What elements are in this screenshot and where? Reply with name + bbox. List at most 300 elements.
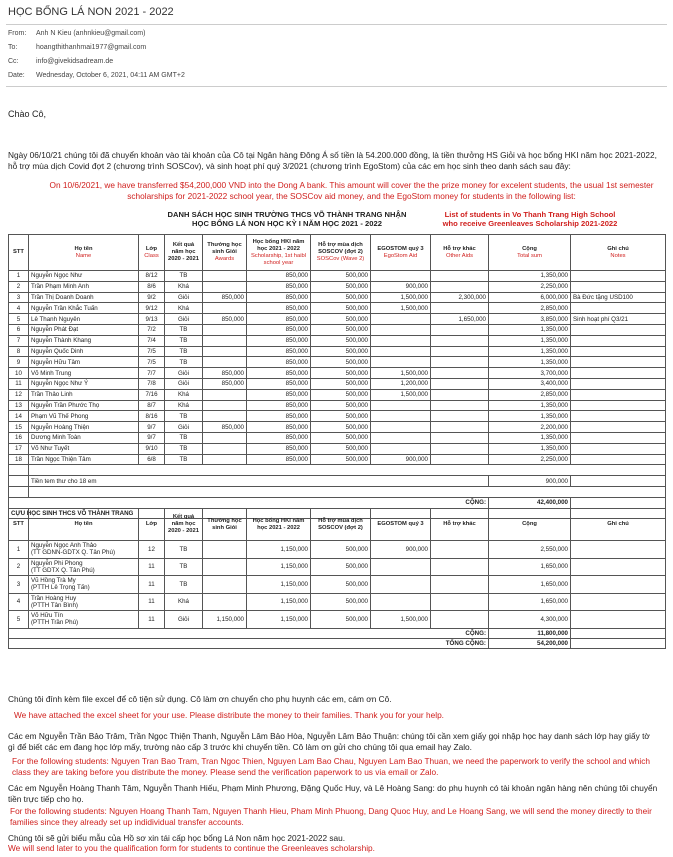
table-cell	[371, 558, 431, 576]
column-header-label: Họ tên	[74, 245, 93, 252]
table-cell	[431, 357, 489, 368]
table-cell: 2,250,000	[489, 454, 571, 465]
list-title-en-line1: List of students in Vo Thanh Trang High School	[444, 210, 616, 219]
table-cell	[203, 271, 247, 282]
column-header-label-en: Scholarship, 1st haibl school year	[250, 252, 307, 266]
table-cell: Nguyễn Trần Khắc Tuấn	[29, 303, 139, 314]
table-cell: 1,500,000	[371, 368, 431, 379]
table-cell	[571, 422, 666, 433]
table-cell	[431, 558, 489, 576]
table-cell	[203, 335, 247, 346]
paragraph-vi: Các em Nguyễn Hoàng Thanh Tâm, Nguyễn Thanh Hiếu, Phạm Minh Phương, Đặng Quốc Huy, và Lê Hoàng Sang: do phụ huynh có tài khoản ngân hàng nên chúng tôi chuyển tiền trực tiếp cho họ.	[8, 783, 658, 804]
table-cell: 11	[139, 611, 165, 629]
table-cell: TB	[165, 541, 203, 559]
table-cell: TB	[165, 271, 203, 282]
table-cell	[371, 357, 431, 368]
table-cell: 500,000	[311, 357, 371, 368]
table-cell: 850,000	[203, 314, 247, 325]
table-cell	[371, 335, 431, 346]
table-cell: 850,000	[247, 411, 311, 422]
table-cell	[571, 558, 666, 576]
table-cell	[571, 378, 666, 389]
student-school: (PTTH Trần Phú)	[31, 619, 79, 627]
table-cell	[371, 432, 431, 443]
table-cell: 4	[9, 593, 29, 611]
table-cell: 1,650,000	[489, 593, 571, 611]
stamp-value: 900,000	[489, 476, 571, 487]
table-cell: 850,000	[247, 292, 311, 303]
table-row	[9, 422, 666, 433]
divider	[6, 86, 667, 87]
table-cell: TB	[165, 558, 203, 576]
table-cell: 500,000	[311, 593, 371, 611]
table-cell: 2,850,000	[489, 303, 571, 314]
column-header	[571, 235, 666, 271]
table-cell: 850,000	[203, 422, 247, 433]
column-header	[489, 235, 571, 271]
table-cell	[571, 411, 666, 422]
table-row	[9, 454, 666, 465]
table-cell: 12	[139, 541, 165, 559]
column-header-label: EGOSTOM quý 3	[377, 245, 424, 252]
column-header: Kết quả năm học 2020 - 2021	[165, 509, 203, 541]
table-cell: 10	[9, 368, 29, 379]
table-cell: TB	[165, 346, 203, 357]
to-label: To:	[8, 44, 18, 51]
table-cell: TB	[165, 411, 203, 422]
column-header	[139, 235, 165, 271]
table-cell	[371, 422, 431, 433]
table-cell: Nguyễn Quốc Dinh	[29, 346, 139, 357]
table-cell	[371, 443, 431, 454]
table-cell	[571, 541, 666, 559]
table-cell	[29, 593, 139, 611]
from-label: From:	[8, 30, 27, 37]
table-cell	[29, 576, 139, 594]
date-label: Date:	[8, 72, 25, 79]
table-cell: 2,250,000	[489, 281, 571, 292]
table-cell: Dương Minh Toàn	[29, 432, 139, 443]
table-cell: 500,000	[311, 422, 371, 433]
paragraph-en: We have attached the excel sheet for your use. Please distribute the money to their families. Thank you for your help.	[14, 710, 444, 720]
table-row	[9, 558, 666, 576]
to-value[interactable]: hoangthithanhmai1977@gmail.com	[36, 44, 147, 51]
column-header-label-en: Total sum	[517, 252, 542, 259]
table-cell	[203, 357, 247, 368]
table-cell: 500,000	[311, 454, 371, 465]
table-cell	[203, 281, 247, 292]
table-cell	[431, 378, 489, 389]
table-cell: TB	[165, 454, 203, 465]
table-cell: Nguyễn Trần Phước Thọ	[29, 400, 139, 411]
table-cell	[203, 411, 247, 422]
table-cell: 11	[139, 558, 165, 576]
table-cell	[203, 324, 247, 335]
table-row	[9, 368, 666, 379]
table-cell: 1,150,000	[247, 558, 311, 576]
table-cell: Giỏi	[165, 378, 203, 389]
table-cell: 7/16	[139, 389, 165, 400]
table-cell: 15	[9, 422, 29, 433]
table-row	[9, 314, 666, 325]
table-cell: Giỏi	[165, 368, 203, 379]
table-cell	[431, 271, 489, 282]
column-header-label-en: SOSCov (Wave 2)	[316, 256, 365, 262]
column-header: Họ tên	[29, 509, 139, 541]
table-cell: TB	[165, 443, 203, 454]
table-cell: 7/4	[139, 335, 165, 346]
table-cell: TB	[165, 432, 203, 443]
table-cell	[571, 400, 666, 411]
table-cell	[203, 558, 247, 576]
table-cell	[431, 324, 489, 335]
table-cell: 1,500,000	[371, 292, 431, 303]
table-cell: Giỏi	[165, 314, 203, 325]
table-cell	[571, 368, 666, 379]
paragraph-vi: Chúng tôi đính kèm file excel để cô tiện sử dụng. Cô làm ơn chuyển cho phụ huynh các em, cám ơn Cô.	[8, 694, 392, 704]
table-cell: 8/16	[139, 411, 165, 422]
greeting: Chào Cô,	[8, 109, 47, 119]
table-cell	[203, 400, 247, 411]
table-cell	[571, 443, 666, 454]
column-header	[371, 235, 431, 271]
table-row	[9, 411, 666, 422]
table-cell	[203, 389, 247, 400]
table-cell: 2	[9, 281, 29, 292]
table-row	[9, 346, 666, 357]
table-cell	[203, 576, 247, 594]
list-title-line1: DANH SÁCH HỌC SINH TRƯỜNG THCS VÕ THÀNH TRANG NHẬN	[167, 210, 407, 219]
table-cell: 7/8	[139, 378, 165, 389]
table-row	[9, 324, 666, 335]
table-cell: 850,000	[247, 389, 311, 400]
table-cell: 500,000	[311, 346, 371, 357]
cc-value[interactable]: info@givekidsadream.de	[36, 58, 114, 65]
table-cell: 9	[9, 357, 29, 368]
grand-total-row	[9, 638, 666, 648]
table-cell: 500,000	[311, 443, 371, 454]
table-cell	[571, 389, 666, 400]
column-header: Học bổng HKI năm học 2021 - 2022	[247, 509, 311, 541]
table-cell: 1,650,000	[489, 558, 571, 576]
paragraph-en: For the following students: Nguyen Hoang Thanh Tam, Nguyen Thanh Hieu, Pham Minh Phuong, Dang Quoc Huy, and Le Hoang Sang, we will send the money directly to their families since they already set up indidividual transfer accounts.	[10, 806, 652, 827]
table-cell: 4	[9, 303, 29, 314]
column-header	[431, 235, 489, 271]
table-cell	[431, 400, 489, 411]
table-cell: 1	[9, 271, 29, 282]
table-cell: 850,000	[247, 378, 311, 389]
column-header	[29, 235, 139, 271]
table-cell: 18	[9, 454, 29, 465]
table-cell	[571, 303, 666, 314]
paragraph-vi: Chúng tôi sẽ gửi biểu mẫu của Hồ sơ xin tái cấp học bổng Lá Non năm học 2021-2022 sau.	[8, 833, 346, 843]
table-cell: Khá	[165, 389, 203, 400]
section-title: CỰU HỌC SINH THCS VÕ THÀNH TRANG	[9, 508, 666, 519]
table-cell	[431, 389, 489, 400]
table-cell	[431, 593, 489, 611]
table-cell: Khá	[165, 303, 203, 314]
table-cell: 7/5	[139, 346, 165, 357]
table-row	[9, 357, 666, 368]
table-cell: 850,000	[203, 378, 247, 389]
table-cell: 850,000	[247, 432, 311, 443]
table-cell: 11	[9, 378, 29, 389]
table-cell	[29, 541, 139, 559]
paragraph-en: On 10/6/2021, we have transferred $54,200,000 VND into the Dong A bank. This amount will cover the the prize money for excelent students, the usual 1st semester scholarships for 2021-2022 school year, the SOSCov aid money, and the EgoStom money for students in the following list:	[49, 180, 654, 201]
table-cell	[571, 346, 666, 357]
column-header-label: Lớp	[145, 245, 158, 252]
column-header: Lớp	[139, 509, 165, 541]
table-header-row	[9, 509, 666, 541]
table-cell	[371, 346, 431, 357]
table-cell: 6,000,000	[489, 292, 571, 303]
table-cell: 1,350,000	[489, 400, 571, 411]
table-cell: 1,350,000	[489, 443, 571, 454]
column-header-label: STT	[13, 249, 24, 255]
table-cell: Giỏi	[165, 292, 203, 303]
table-cell	[431, 368, 489, 379]
list-title-en-line2: who receive Greenleaves Scholarship 2021-2022	[442, 219, 618, 228]
table-cell	[431, 281, 489, 292]
table-cell: 3,700,000	[489, 368, 571, 379]
table-cell	[29, 611, 139, 629]
table-cell: Giỏi	[165, 422, 203, 433]
table-cell: 2	[9, 558, 29, 576]
table-cell: 500,000	[311, 271, 371, 282]
table-row	[9, 486, 666, 497]
table-cell: 850,000	[203, 368, 247, 379]
table-cell: 8/6	[139, 281, 165, 292]
table-cell: TB	[165, 335, 203, 346]
total-value: 42,400,000	[489, 497, 571, 508]
table-row	[9, 281, 666, 292]
table-cell: 500,000	[311, 303, 371, 314]
student-school: (TT GDTX Q. Tân Phú)	[31, 566, 95, 574]
table-cell	[371, 593, 431, 611]
student-school: (PTTH Tân Bình)	[31, 601, 78, 609]
table-cell: 14	[9, 411, 29, 422]
table-cell: 1,150,000	[247, 576, 311, 594]
column-header-label-en: Class	[144, 252, 159, 259]
table-cell: 850,000	[247, 281, 311, 292]
grand-total-value: 54,200,000	[489, 638, 571, 648]
table-cell: 850,000	[247, 346, 311, 357]
table-cell: 1,350,000	[489, 411, 571, 422]
table-cell: 500,000	[311, 368, 371, 379]
table-cell: 850,000	[247, 324, 311, 335]
table-row	[9, 576, 666, 594]
table-cell: 500,000	[311, 611, 371, 629]
table-row	[9, 476, 666, 487]
table-cell: Nguyễn Phát Đạt	[29, 324, 139, 335]
table-cell	[203, 443, 247, 454]
table-cell: 850,000	[247, 443, 311, 454]
table-cell: Trần Ngọc Thiện Tâm	[29, 454, 139, 465]
column-header-label: Thưởng học sinh Giỏi	[207, 242, 242, 255]
paragraph-en: For the following students: Nguyen Tran Bao Tram, Tran Ngoc Thien, Nguyen Lam Bao Chau, Nguyen Lam Bao Thuan, we need the paperwork to verify the school and which class they are taking before you distribute the money. Please send the verification paperwork to us via email or Zalo.	[12, 756, 650, 777]
table-cell: 1,350,000	[489, 271, 571, 282]
table-cell	[431, 611, 489, 629]
table-cell	[571, 271, 666, 282]
table-cell	[571, 357, 666, 368]
table-cell: 850,000	[247, 422, 311, 433]
paragraph-vi: Ngày 06/10/21 chúng tôi đã chuyển khoản vào tài khoản của Cô tại Ngân hàng Đông Á số tiền là 54.200.000 đồng, là tiền thưởng HS Giỏi và học bổng HKI năm học 2021-2022, hỗ trợ mùa dịch Covid đợt 2 (chương trình SOSCov), và sinh hoạt phí quý 3/2021 (chương trình EgoStom) của các em học sinh theo danh sách sau đây:	[8, 150, 657, 171]
table-cell: 500,000	[311, 281, 371, 292]
table-cell: 1,150,000	[247, 593, 311, 611]
table-cell	[571, 593, 666, 611]
table-row	[9, 611, 666, 629]
table-cell: 9/13	[139, 314, 165, 325]
column-header-label: Ghi chú	[607, 245, 629, 252]
student-name: Trần Hoàng Huy	[31, 594, 77, 602]
column-header	[165, 235, 203, 271]
table-row	[9, 335, 666, 346]
table-cell	[431, 443, 489, 454]
table-cell	[431, 303, 489, 314]
total-label: CỘNG:	[9, 628, 489, 638]
from-value[interactable]: Anh N Kieu (anhnkieu@gmail.com)	[36, 30, 146, 37]
table-cell: 1,650,000	[431, 314, 489, 325]
table-row	[9, 541, 666, 559]
table-cell: 500,000	[311, 541, 371, 559]
table-row	[9, 443, 666, 454]
table-cell: 500,000	[311, 432, 371, 443]
from-row	[8, 30, 145, 37]
table-cell: 1,350,000	[489, 335, 571, 346]
table-row	[9, 292, 666, 303]
table-cell	[203, 593, 247, 611]
table-cell: 1,500,000	[371, 611, 431, 629]
table-cell: 2,850,000	[489, 389, 571, 400]
table-cell: 2,300,000	[431, 292, 489, 303]
table-row	[9, 271, 666, 282]
table-cell	[203, 541, 247, 559]
table-cell	[431, 432, 489, 443]
table-cell: TB	[165, 576, 203, 594]
table-cell: 4,300,000	[489, 611, 571, 629]
scholarship-table	[8, 234, 666, 519]
table-cell: 6	[9, 324, 29, 335]
table-cell	[371, 271, 431, 282]
table-cell: 500,000	[311, 314, 371, 325]
table-cell	[571, 432, 666, 443]
table-cell: 500,000	[311, 400, 371, 411]
table-cell: 1	[9, 541, 29, 559]
table-cell: 1,500,000	[371, 389, 431, 400]
column-header-label-en: Name	[75, 252, 92, 259]
table-cell	[371, 411, 431, 422]
column-header-label: Cộng	[522, 245, 537, 252]
table-cell: 1,150,000	[247, 611, 311, 629]
table-cell: 3	[9, 576, 29, 594]
table-cell: 500,000	[311, 324, 371, 335]
column-header-label-en: EgoStom Aid	[383, 252, 418, 259]
student-name: Nguyễn Ngọc Anh Thảo	[31, 542, 97, 550]
table-cell: 9/7	[139, 432, 165, 443]
table-cell: 6/8	[139, 454, 165, 465]
table-cell: 1,350,000	[489, 432, 571, 443]
table-cell: Nguyễn Ngọc Như Ý	[29, 378, 139, 389]
table-cell: Nguyễn Ngọc Như	[29, 271, 139, 282]
stamp-label: Tiền tem thư cho 18 em	[29, 476, 489, 487]
student-school: (TT GDNN-GDTX Q. Tân Phú)	[31, 549, 116, 557]
table-row	[9, 303, 666, 314]
table-cell: 3	[9, 292, 29, 303]
table-cell	[203, 432, 247, 443]
table-cell: 8/12	[139, 271, 165, 282]
column-header: Ghi chú	[571, 509, 666, 541]
table-cell: Nguyễn Thành Khang	[29, 335, 139, 346]
table-cell: 850,000	[247, 335, 311, 346]
table-cell: 8/7	[139, 400, 165, 411]
divider	[6, 24, 667, 25]
table-cell: 900,000	[371, 281, 431, 292]
table-cell: Trần Thị Doanh Doanh	[29, 292, 139, 303]
table-cell	[203, 303, 247, 314]
table-cell	[431, 346, 489, 357]
table-cell	[371, 400, 431, 411]
table-cell: 500,000	[311, 292, 371, 303]
column-header	[311, 235, 371, 271]
table-row	[9, 378, 666, 389]
column-header	[247, 235, 311, 271]
table-cell: TB	[165, 357, 203, 368]
column-header: Hỗ trợ khác	[431, 509, 489, 541]
table-cell: 13	[9, 400, 29, 411]
table-cell: 900,000	[371, 541, 431, 559]
table-cell: 1,350,000	[489, 346, 571, 357]
column-header: Thưởng học sinh Giỏi	[203, 509, 247, 541]
column-header: EGOSTOM quý 3	[371, 509, 431, 541]
table-cell: 5	[9, 314, 29, 325]
total-value: 11,800,000	[489, 628, 571, 638]
column-header-label-en: Awards	[214, 256, 235, 262]
column-header	[9, 235, 29, 271]
table-cell: 1,150,000	[247, 541, 311, 559]
table-cell: 850,000	[247, 357, 311, 368]
cc-row	[8, 58, 113, 65]
table-cell	[571, 324, 666, 335]
table-cell	[203, 454, 247, 465]
column-header: STT	[9, 509, 29, 541]
table-cell: Lê Thanh Nguyên	[29, 314, 139, 325]
table-cell: Nguyễn Hữu Tâm	[29, 357, 139, 368]
table-cell	[431, 541, 489, 559]
to-row	[8, 44, 146, 51]
table-cell: 16	[9, 432, 29, 443]
list-title-en	[420, 210, 640, 228]
column-header	[203, 235, 247, 271]
table-row	[9, 593, 666, 611]
table-cell: 1,650,000	[489, 576, 571, 594]
table-cell: 900,000	[371, 454, 431, 465]
table-cell: 3,400,000	[489, 378, 571, 389]
table-cell: 500,000	[311, 378, 371, 389]
table-cell: 1,150,000	[203, 611, 247, 629]
table-cell: Nguyễn Hoàng Thiện	[29, 422, 139, 433]
student-name: Nguyễn Phi Phong	[31, 559, 83, 567]
table-cell: 850,000	[247, 314, 311, 325]
table-cell: Sinh hoạt phí Q3/21	[571, 314, 666, 325]
table-cell: 500,000	[311, 411, 371, 422]
student-name: Võ Hữu Tín	[31, 612, 63, 620]
paragraph-en: We will send later to you the qualification form for students to continue the Greenleaves scholarship.	[8, 843, 375, 853]
table-cell: Giỏi	[165, 611, 203, 629]
table-cell	[571, 454, 666, 465]
table-cell: 850,000	[203, 292, 247, 303]
table-cell: 500,000	[311, 558, 371, 576]
table-cell	[571, 611, 666, 629]
